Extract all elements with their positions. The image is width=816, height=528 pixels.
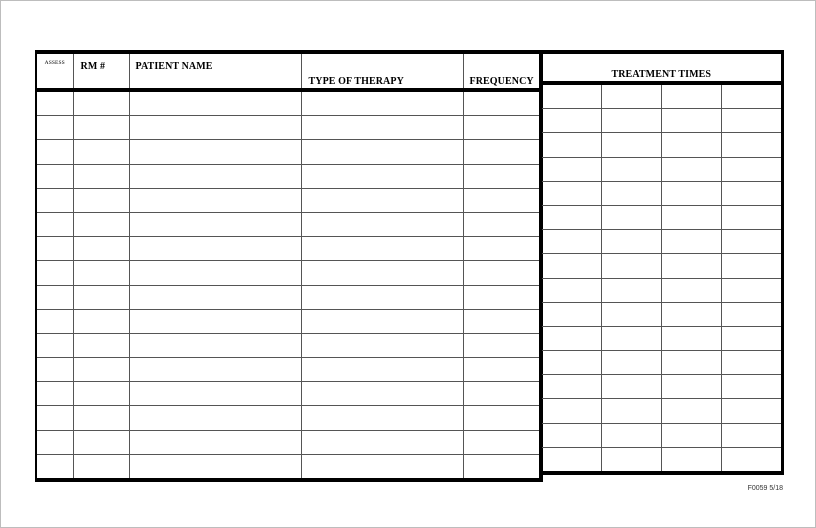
cell-room-number[interactable]	[73, 382, 129, 406]
cell-treatment-time[interactable]	[601, 109, 661, 133]
cell-room-number[interactable]	[73, 333, 129, 357]
cell-patient-name[interactable]	[129, 261, 301, 285]
form-code: F0059 5/18	[747, 485, 783, 492]
cell-frequency[interactable]	[463, 358, 541, 382]
cell-treatment-time[interactable]	[601, 399, 661, 423]
cell-assess[interactable]	[36, 382, 73, 406]
cell-assess[interactable]	[36, 237, 73, 261]
cell-treatment-time[interactable]	[601, 423, 661, 447]
cell-treatment-time[interactable]	[541, 254, 601, 278]
cell-treatment-time[interactable]	[601, 83, 661, 109]
cell-frequency[interactable]	[463, 164, 541, 188]
cell-treatment-time[interactable]	[721, 351, 782, 375]
cell-treatment-time[interactable]	[601, 302, 661, 326]
table-row	[36, 430, 541, 454]
cell-assess[interactable]	[36, 188, 73, 212]
cell-treatment-time[interactable]	[721, 230, 782, 254]
cell-treatment-time[interactable]	[721, 109, 782, 133]
cell-treatment-time[interactable]	[541, 230, 601, 254]
treatment-times-row	[541, 351, 782, 375]
cell-treatment-time[interactable]	[601, 205, 661, 229]
cell-room-number[interactable]	[73, 188, 129, 212]
cell-treatment-time[interactable]	[661, 254, 721, 278]
cell-room-number[interactable]	[73, 285, 129, 309]
cell-treatment-time[interactable]	[541, 399, 601, 423]
cell-room-number[interactable]	[73, 309, 129, 333]
cell-type-of-therapy[interactable]	[301, 333, 463, 357]
treatment-times-row	[541, 83, 782, 109]
table-row	[36, 188, 541, 212]
cell-treatment-time[interactable]	[661, 375, 721, 399]
cell-patient-name[interactable]	[129, 237, 301, 261]
cell-treatment-time[interactable]	[661, 302, 721, 326]
cell-room-number[interactable]	[73, 116, 129, 140]
cell-treatment-time[interactable]	[721, 399, 782, 423]
cell-treatment-time[interactable]	[661, 326, 721, 350]
cell-frequency[interactable]	[463, 382, 541, 406]
cell-treatment-time[interactable]	[541, 423, 601, 447]
cell-type-of-therapy[interactable]	[301, 212, 463, 236]
cell-patient-name[interactable]	[129, 454, 301, 480]
table-row	[36, 212, 541, 236]
cell-frequency[interactable]	[463, 237, 541, 261]
cell-room-number[interactable]	[73, 212, 129, 236]
table-row	[36, 382, 541, 406]
header-patient-name: PATIENT NAME	[129, 52, 301, 90]
treatment-times-row	[541, 302, 782, 326]
cell-room-number[interactable]	[73, 261, 129, 285]
table-row	[36, 90, 541, 116]
cell-treatment-time[interactable]	[541, 157, 601, 181]
cell-treatment-time[interactable]	[541, 83, 601, 109]
cell-treatment-time[interactable]	[721, 254, 782, 278]
cell-room-number[interactable]	[73, 430, 129, 454]
cell-type-of-therapy[interactable]	[301, 406, 463, 430]
cell-room-number[interactable]	[73, 90, 129, 116]
cell-treatment-time[interactable]	[601, 375, 661, 399]
treatment-times-row	[541, 423, 782, 447]
cell-type-of-therapy[interactable]	[301, 237, 463, 261]
cell-frequency[interactable]	[463, 261, 541, 285]
cell-frequency[interactable]	[463, 90, 541, 116]
cell-treatment-time[interactable]	[661, 278, 721, 302]
cell-frequency[interactable]	[463, 309, 541, 333]
cell-patient-name[interactable]	[129, 212, 301, 236]
cell-treatment-time[interactable]	[661, 109, 721, 133]
header-assess: ASSESS	[36, 52, 73, 90]
cell-treatment-time[interactable]	[541, 278, 601, 302]
cell-treatment-time[interactable]	[721, 375, 782, 399]
cell-treatment-time[interactable]	[601, 181, 661, 205]
table-row	[36, 164, 541, 188]
cell-assess[interactable]	[36, 212, 73, 236]
cell-assess[interactable]	[36, 309, 73, 333]
table-row	[36, 358, 541, 382]
header-treatment-times: TREATMENT TIMES	[541, 52, 782, 83]
cell-type-of-therapy[interactable]	[301, 285, 463, 309]
cell-treatment-time[interactable]	[721, 423, 782, 447]
cell-room-number[interactable]	[73, 454, 129, 480]
cell-treatment-time[interactable]	[541, 351, 601, 375]
header-room-number: RM #	[73, 52, 129, 90]
cell-room-number[interactable]	[73, 237, 129, 261]
cell-treatment-time[interactable]	[541, 375, 601, 399]
treatment-times-row	[541, 254, 782, 278]
cell-treatment-time[interactable]	[541, 447, 601, 473]
cell-assess[interactable]	[36, 116, 73, 140]
cell-type-of-therapy[interactable]	[301, 358, 463, 382]
cell-treatment-time[interactable]	[721, 205, 782, 229]
cell-assess[interactable]	[36, 261, 73, 285]
cell-type-of-therapy[interactable]	[301, 164, 463, 188]
cell-type-of-therapy[interactable]	[301, 382, 463, 406]
cell-treatment-time[interactable]	[601, 326, 661, 350]
cell-patient-name[interactable]	[129, 309, 301, 333]
treatment-times-row	[541, 278, 782, 302]
cell-patient-name[interactable]	[129, 164, 301, 188]
table-row	[36, 333, 541, 357]
cell-treatment-time[interactable]	[541, 326, 601, 350]
table-row	[36, 454, 541, 480]
cell-patient-name[interactable]	[129, 140, 301, 164]
cell-patient-name[interactable]	[129, 382, 301, 406]
cell-frequency[interactable]	[463, 406, 541, 430]
header-type-of-therapy: TYPE OF THERAPY	[301, 52, 463, 90]
table-row	[36, 309, 541, 333]
cell-type-of-therapy[interactable]	[301, 116, 463, 140]
table-row	[36, 116, 541, 140]
cell-patient-name[interactable]	[129, 116, 301, 140]
cell-treatment-time[interactable]	[661, 133, 721, 157]
cell-treatment-time[interactable]	[661, 230, 721, 254]
cell-type-of-therapy[interactable]	[301, 309, 463, 333]
cell-treatment-time[interactable]	[721, 326, 782, 350]
cell-room-number[interactable]	[73, 140, 129, 164]
table-row	[36, 140, 541, 164]
cell-frequency[interactable]	[463, 188, 541, 212]
cell-patient-name[interactable]	[129, 358, 301, 382]
cell-treatment-time[interactable]	[721, 157, 782, 181]
table-row	[36, 237, 541, 261]
cell-type-of-therapy[interactable]	[301, 90, 463, 116]
treatment-times-row	[541, 326, 782, 350]
cell-patient-name[interactable]	[129, 188, 301, 212]
cell-patient-name[interactable]	[129, 333, 301, 357]
cell-treatment-time[interactable]	[601, 447, 661, 473]
header-frequency: FREQUENCY	[463, 52, 541, 90]
cell-frequency[interactable]	[463, 116, 541, 140]
cell-assess[interactable]	[36, 164, 73, 188]
cell-room-number[interactable]	[73, 164, 129, 188]
cell-assess[interactable]	[36, 406, 73, 430]
treatment-times-row	[541, 157, 782, 181]
cell-treatment-time[interactable]	[661, 205, 721, 229]
table-row	[36, 406, 541, 430]
cell-assess[interactable]	[36, 140, 73, 164]
cell-assess[interactable]	[36, 333, 73, 357]
cell-frequency[interactable]	[463, 212, 541, 236]
cell-type-of-therapy[interactable]	[301, 261, 463, 285]
cell-assess[interactable]	[36, 430, 73, 454]
cell-frequency[interactable]	[463, 430, 541, 454]
cell-type-of-therapy[interactable]	[301, 454, 463, 480]
cell-treatment-time[interactable]	[661, 399, 721, 423]
cell-treatment-time[interactable]	[541, 181, 601, 205]
cell-treatment-time[interactable]	[601, 278, 661, 302]
cell-room-number[interactable]	[73, 358, 129, 382]
cell-treatment-time[interactable]	[661, 447, 721, 473]
cell-treatment-time[interactable]	[661, 423, 721, 447]
cell-type-of-therapy[interactable]	[301, 140, 463, 164]
cell-treatment-time[interactable]	[721, 278, 782, 302]
cell-treatment-time[interactable]	[601, 230, 661, 254]
treatment-times-row	[541, 447, 782, 473]
cell-treatment-time[interactable]	[661, 83, 721, 109]
treatment-times-row	[541, 399, 782, 423]
cell-treatment-time[interactable]	[721, 83, 782, 109]
cell-treatment-time[interactable]	[601, 254, 661, 278]
treatment-times-row	[541, 375, 782, 399]
cell-treatment-time[interactable]	[661, 181, 721, 205]
cell-treatment-time[interactable]	[541, 302, 601, 326]
cell-type-of-therapy[interactable]	[301, 188, 463, 212]
cell-treatment-time[interactable]	[721, 447, 782, 473]
cell-assess[interactable]	[36, 285, 73, 309]
treatment-times-table	[540, 50, 784, 475]
treatment-times-row	[541, 230, 782, 254]
cell-assess[interactable]	[36, 358, 73, 382]
cell-frequency[interactable]	[463, 454, 541, 480]
cell-frequency[interactable]	[463, 285, 541, 309]
cell-patient-name[interactable]	[129, 430, 301, 454]
cell-treatment-time[interactable]	[721, 181, 782, 205]
cell-treatment-time[interactable]	[601, 351, 661, 375]
cell-treatment-time[interactable]	[541, 133, 601, 157]
cell-room-number[interactable]	[73, 406, 129, 430]
treatment-times-row	[541, 133, 782, 157]
treatment-times-row	[541, 109, 782, 133]
cell-treatment-time[interactable]	[661, 157, 721, 181]
cell-assess[interactable]	[36, 90, 73, 116]
cell-treatment-time[interactable]	[541, 205, 601, 229]
cell-type-of-therapy[interactable]	[301, 430, 463, 454]
treatment-times-row	[541, 205, 782, 229]
cell-treatment-time[interactable]	[601, 157, 661, 181]
cell-frequency[interactable]	[463, 333, 541, 357]
cell-patient-name[interactable]	[129, 406, 301, 430]
table-row	[36, 285, 541, 309]
cell-treatment-time[interactable]	[601, 133, 661, 157]
cell-assess[interactable]	[36, 454, 73, 480]
cell-treatment-time[interactable]	[721, 133, 782, 157]
cell-treatment-time[interactable]	[541, 109, 601, 133]
treatment-times-row	[541, 181, 782, 205]
cell-frequency[interactable]	[463, 140, 541, 164]
cell-patient-name[interactable]	[129, 285, 301, 309]
cell-treatment-time[interactable]	[661, 351, 721, 375]
cell-treatment-time[interactable]	[721, 302, 782, 326]
patient-table	[35, 50, 543, 482]
cell-patient-name[interactable]	[129, 90, 301, 116]
table-row	[36, 261, 541, 285]
